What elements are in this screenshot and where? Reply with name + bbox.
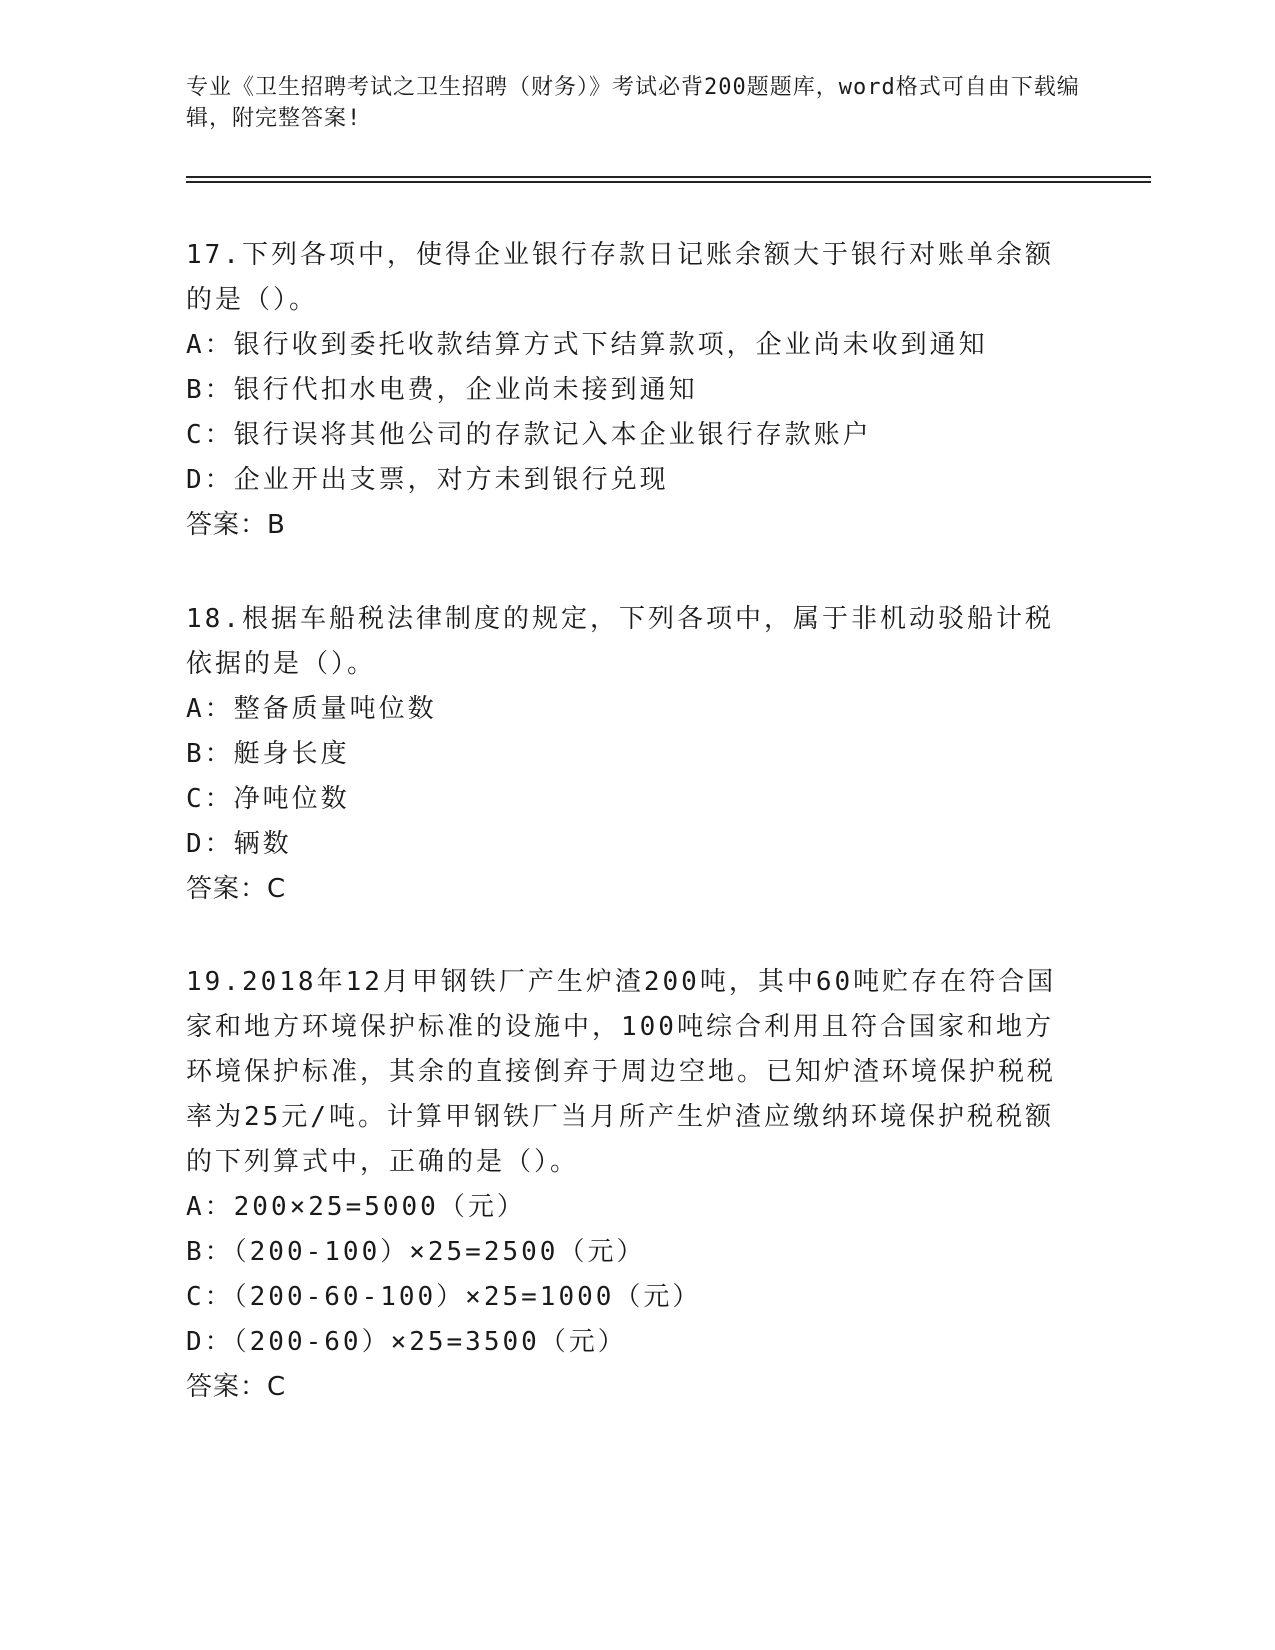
document-header: 专业《卫生招聘考试之卫生招聘（财务）》考试必背200题题库，word格式可自由下载编辑，附完整答案! bbox=[186, 75, 1080, 131]
answer-line: 答案：C bbox=[186, 1372, 287, 1402]
option-b: B：银行代扣水电费，企业尚未接到通知 bbox=[186, 375, 698, 405]
answer-line: 答案：B bbox=[186, 510, 286, 540]
option-a: A：整备质量吨位数 bbox=[186, 694, 437, 724]
option-d: D：辆数 bbox=[186, 829, 292, 859]
question-19 bbox=[186, 960, 1076, 1410]
option-a: A：银行收到委托收款结算方式下结算款项，企业尚未收到通知 bbox=[186, 330, 988, 360]
question-stem: 18.根据车船税法律制度的规定，下列各项中，属于非机动驳船计税依据的是（）。 bbox=[186, 604, 1054, 679]
question-stem: 17.下列各项中，使得企业银行存款日记账余额大于银行对账单余额的是（）。 bbox=[186, 240, 1054, 315]
answer-line: 答案：C bbox=[186, 874, 287, 904]
option-b: B：艇身长度 bbox=[186, 739, 350, 769]
option-b: B：（200-100）×25=2500（元） bbox=[186, 1237, 646, 1267]
option-d: D：（200-60）×25=3500（元） bbox=[186, 1327, 627, 1357]
option-c: C：银行误将其他公司的存款记入本企业银行存款账户 bbox=[186, 420, 872, 450]
option-d: D：企业开出支票，对方未到银行兑现 bbox=[186, 465, 669, 495]
header-divider-bottom bbox=[186, 181, 1151, 183]
question-18 bbox=[186, 597, 1076, 912]
question-stem: 19.2018年12月甲钢铁厂产生炉渣200吨，其中60吨贮存在符合国家和地方环境保护标准的设施中，100吨综合利用且符合国家和地方环境保护标准，其余的直接倒弃于周边空地。已知炉渣环境保护税税率为25元/吨。计算甲钢铁厂当月所产生炉渣应缴纳环境保护税税额的下列算式中，正确的是（）。 bbox=[186, 967, 1057, 1177]
option-c: C：（200-60-100）×25=1000（元） bbox=[186, 1282, 702, 1312]
question-17 bbox=[186, 233, 1076, 548]
option-a: A：200×25=5000（元） bbox=[186, 1192, 526, 1222]
header-divider-top bbox=[186, 176, 1151, 178]
option-c: C：净吨位数 bbox=[186, 784, 350, 814]
